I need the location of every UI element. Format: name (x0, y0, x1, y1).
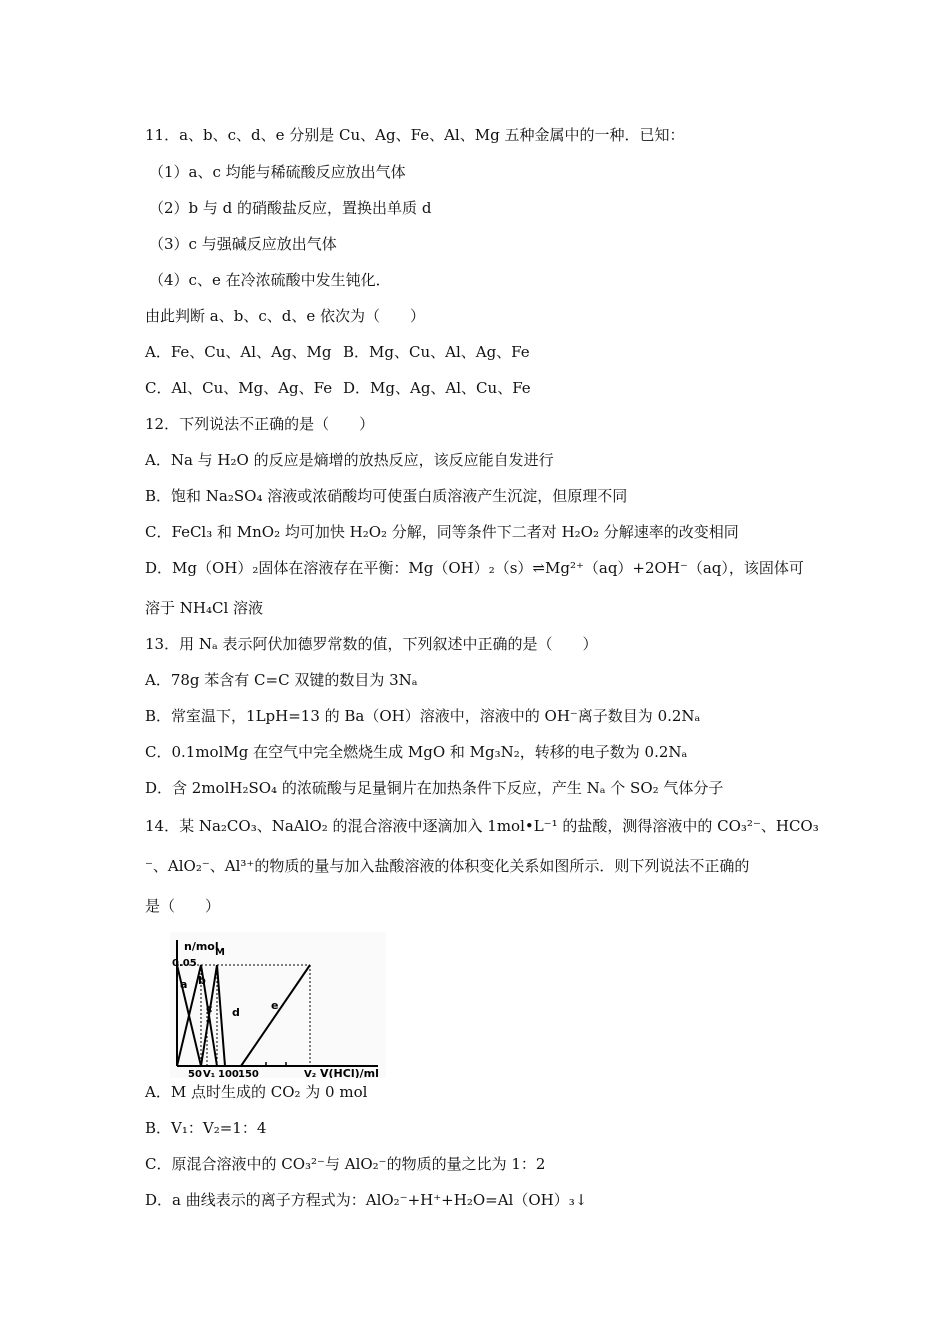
q12-option-c: C．FeCl₃ 和 MnO₂ 均可加快 H₂O₂ 分解，同等条件下二者对 H₂O₂ 分解速率的改变相同 (145, 523, 739, 541)
curve-label-d: d (232, 1006, 240, 1019)
x-tick-100: 100 (218, 1069, 239, 1078)
q12-option-a: A．Na 与 H₂O 的反应是熵增的放热反应，该反应能自发进行 (145, 451, 554, 469)
q14-stem-line3: 是（ ） (145, 897, 221, 915)
point-m-label: M (215, 947, 225, 958)
q13-stem: 13．用 Nₐ 表示阿伏加德罗常数的值，下列叙述中正确的是（ ） (145, 635, 598, 653)
q11-option-a: A．Fe、Cu、Al、Ag、Mg (145, 343, 332, 361)
x-tick-v2: V₂ (304, 1069, 317, 1078)
q11-condition-3: （3）c 与强碱反应放出气体 (149, 235, 337, 253)
curve-label-b: b (198, 974, 206, 987)
q11-condition-4: （4）c、e 在冷浓硫酸中发生钝化． (149, 271, 391, 289)
x-tick-150: 150 (238, 1069, 259, 1078)
q11-option-d: D．Mg、Ag、Al、Cu、Fe (343, 379, 531, 397)
q11-condition-1: （1）a、c 均能与稀硫酸反应放出气体 (149, 163, 406, 181)
q14-figure (170, 932, 386, 1078)
q13-option-c: C．0.1molMg 在空气中完全燃烧生成 MgO 和 Mg₃N₂，转移的电子数为 0.2Nₐ (145, 743, 688, 761)
q14-option-c: C．原混合溶液中的 CO₃²⁻与 AlO₂⁻的物质的量之比为 1：2 (145, 1155, 546, 1173)
q11-option-c: C．Al、Cu、Mg、Ag、Fe (145, 379, 333, 397)
q12-option-d-cont: 溶于 NH₄Cl 溶液 (145, 599, 264, 617)
y-axis-label: n/mol (184, 940, 219, 953)
q13-option-b: B．常室温下，1LpH=13 的 Ba（OH）溶液中，溶液中的 OH⁻离子数目为 0.2Nₐ (145, 707, 701, 725)
curve-label-a: a (180, 978, 188, 991)
curve-label-e: e (271, 999, 279, 1012)
q14-stem-line2: ⁻、AlO₂⁻、Al³⁺的物质的量与加入盐酸溶液的体积变化关系如图所示．则下列说法不正确的 (145, 857, 750, 875)
q14-stem-line1: 14．某 Na₂CO₃、NaAlO₂ 的混合溶液中逐滴加入 1mol•L⁻¹ 的盐酸，测得溶液中的 CO₃²⁻、HCO₃ (145, 817, 819, 835)
q14-option-d: D．a 曲线表示的离子方程式为：AlO₂⁻+H⁺+H₂O=Al（OH）₃↓ (145, 1191, 588, 1209)
q12-option-d: D．Mg（OH）₂固体在溶液存在平衡：Mg（OH）₂（s）⇌Mg²⁺（aq）+2OH⁻（aq），该固体可 (145, 559, 804, 577)
q11-stem: 11．a、b、c、d、e 分别是 Cu、Ag、Fe、Al、Mg 五种金属中的一种．已知： (145, 126, 685, 144)
q13-option-a: A．78g 苯含有 C=C 双键的数目为 3Nₐ (145, 671, 418, 689)
q13-option-d: D．含 2molH₂SO₄ 的浓硫酸与足量铜片在加热条件下反应，产生 Nₐ 个 SO₂ 气体分子 (145, 779, 724, 797)
x-axis-label: V(HCl)/ml (320, 1067, 379, 1078)
q12-stem: 12．下列说法不正确的是（ ） (145, 415, 375, 433)
q11-question: 由此判断 a、b、c、d、e 依次为（ ） (145, 307, 425, 325)
curve-label-c: c (206, 1002, 213, 1015)
y-tick-label: 0.05 (172, 958, 197, 969)
q12-option-b: B．饱和 Na₂SO₄ 溶液或浓硝酸均可使蛋白质溶液产生沉淀，但原理不同 (145, 487, 628, 505)
q14-option-b: B．V₁：V₂=1：4 (145, 1119, 267, 1137)
q11-option-b: B．Mg、Cu、Al、Ag、Fe (343, 343, 530, 361)
q14-option-a: A．M 点时生成的 CO₂ 为 0 mol (145, 1083, 368, 1101)
x-tick-50: 50 (188, 1069, 202, 1078)
x-tick-v1: V₁ (203, 1069, 216, 1078)
q11-condition-2: （2）b 与 d 的硝酸盐反应，置换出单质 d (149, 199, 432, 217)
